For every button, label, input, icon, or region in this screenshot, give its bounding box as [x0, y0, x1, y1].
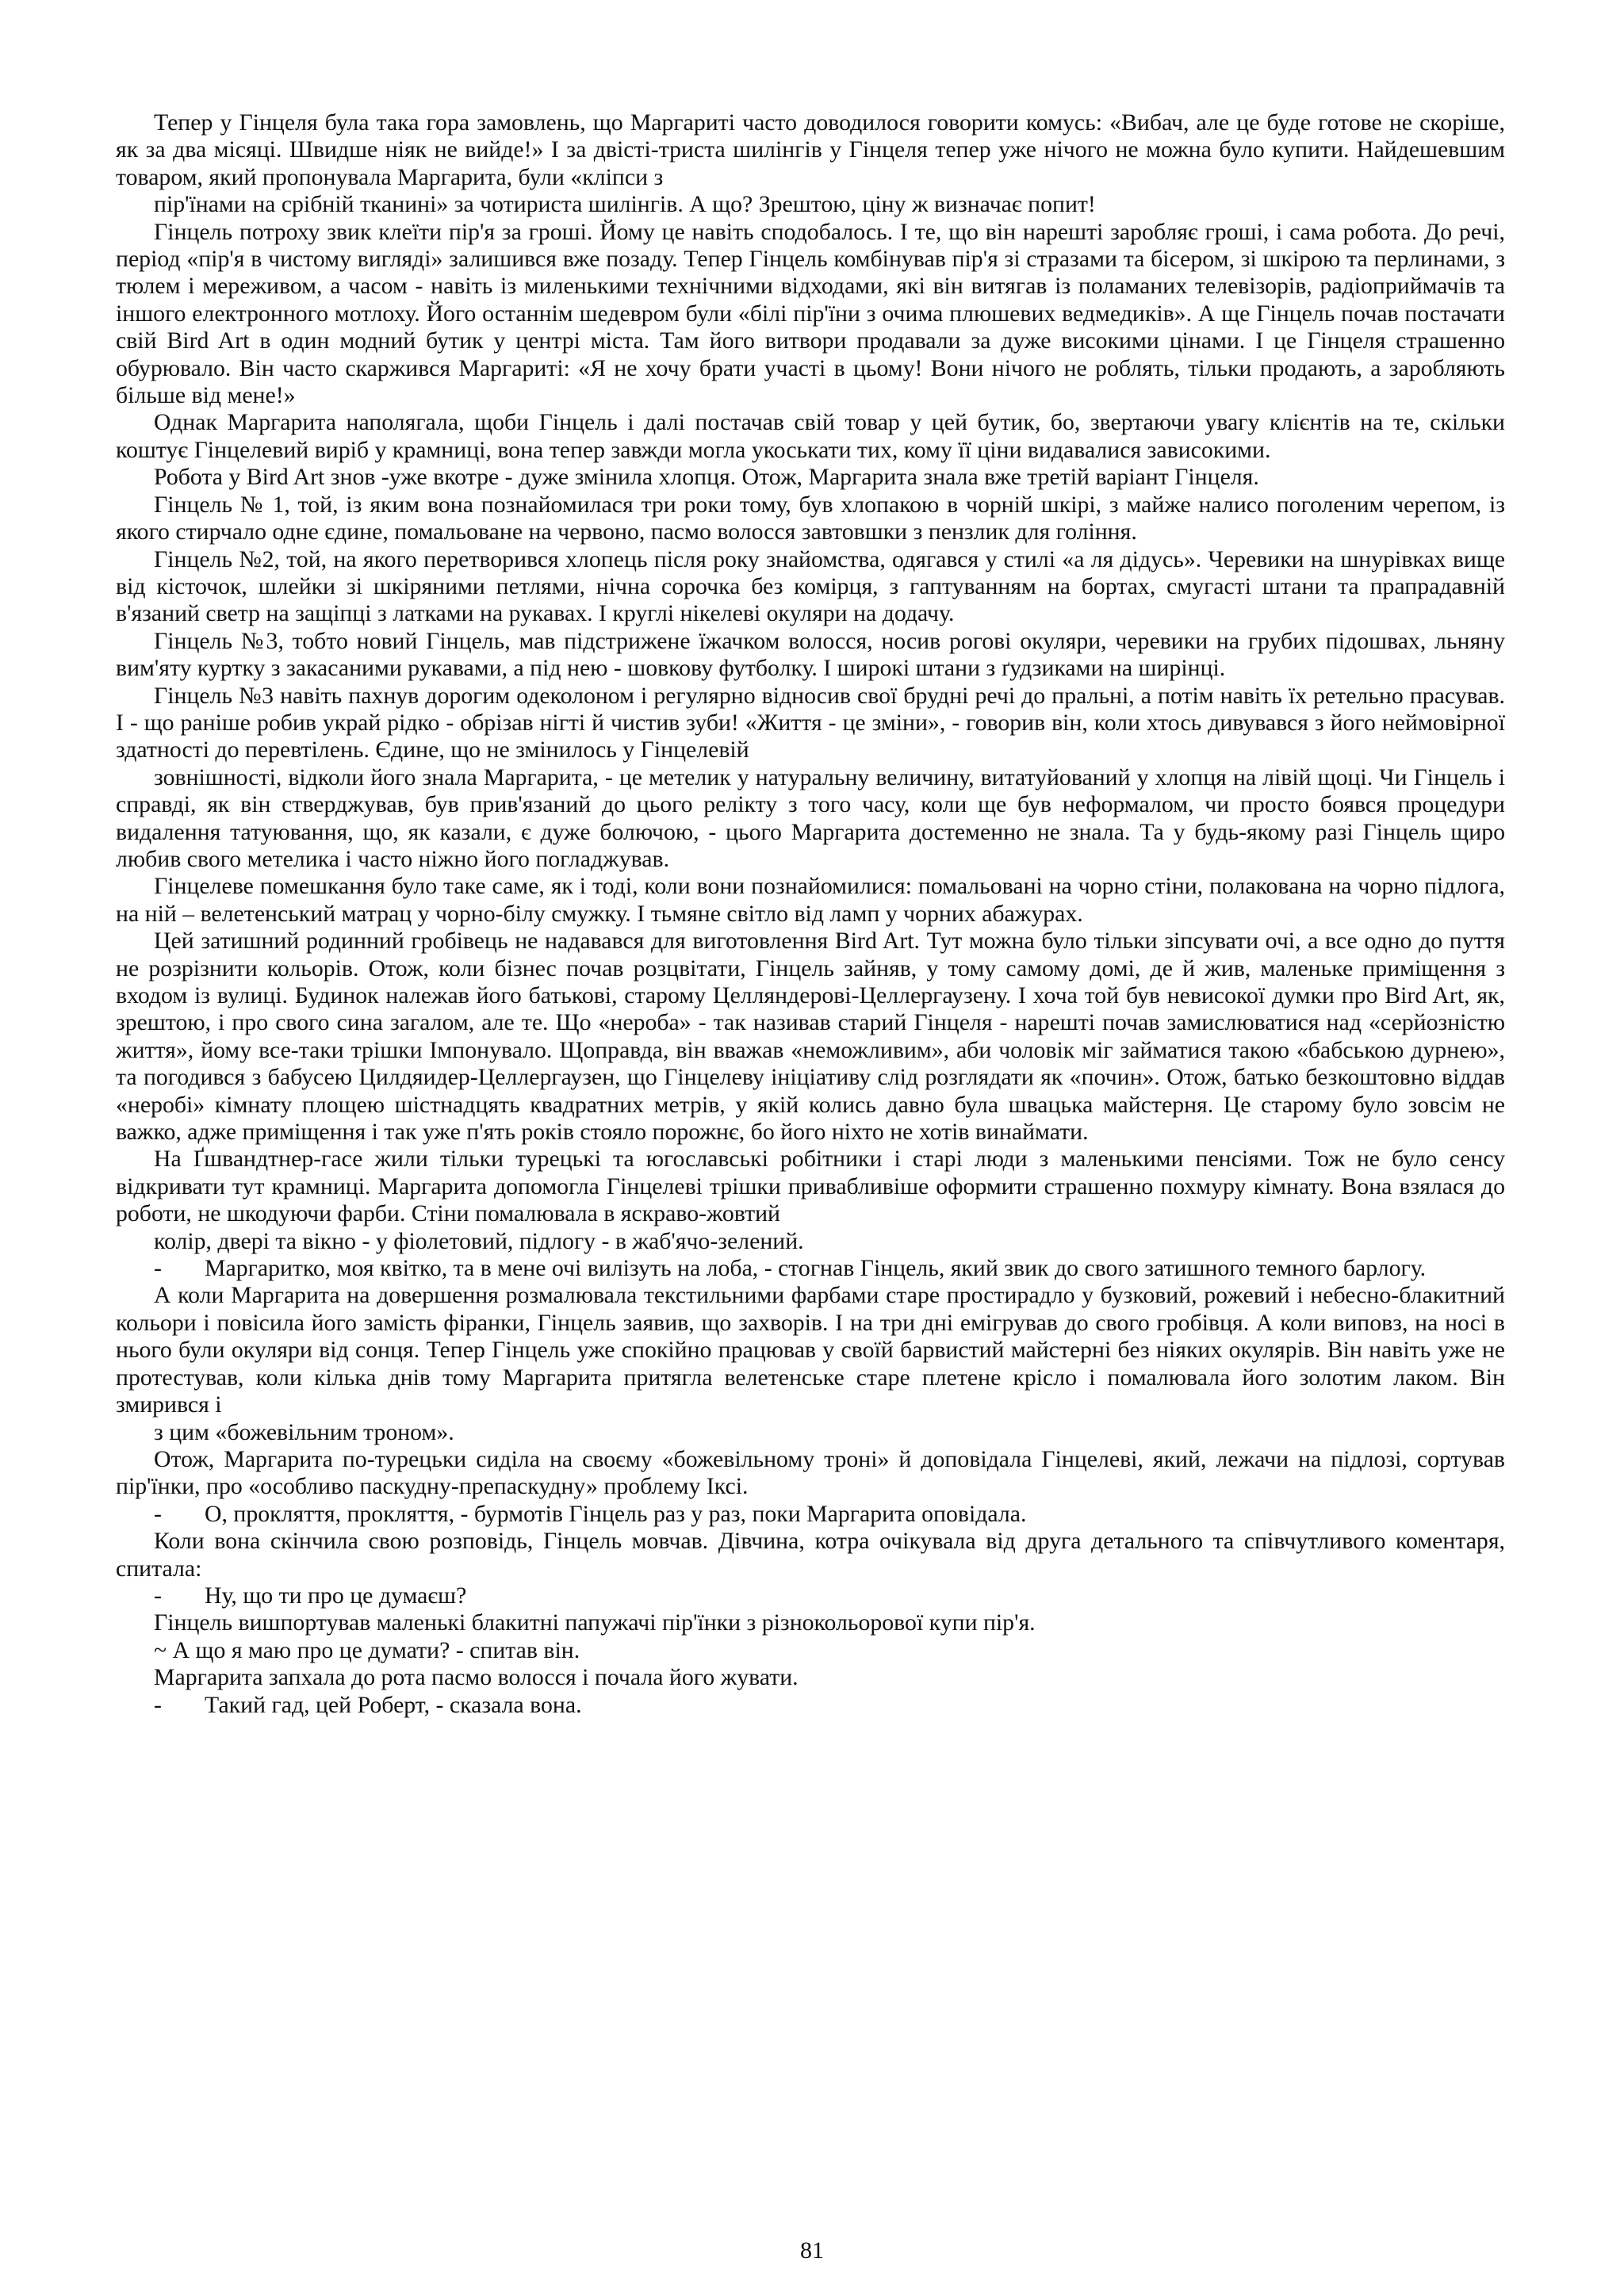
dialogue-text: Такий гад, цей Роберт, - сказала вона. [205, 1691, 582, 1718]
paragraph: Отож, Маргарита по-турецьки сиділа на своєму «божевільному троні» й доповідала Гінцелеві, який, лежачи на підлозі, сортував пір'їнки, про «особливо паскудну-препаскудну» проблему Іксі. [116, 1445, 1505, 1500]
paragraph: А коли Маргарита на довершення розмалювала текстильними фарбами старе простирадло у бузковий, рожевий і небесно-блакитний кольори і повісила його замість фіранки, Гінцель заявив, що захворів. І на три дні емігрував до свого гробівця. А коли виповз, на носі в нього були окуляри від сонця. Тепер Гінцель уже спокійно працював у своїй барвистий майстерні без ніяких окулярів. Він навіть уже не протестував, коли кілька днів тому Маргарита притягла велетенське старе плетене крісло і помалювала його золотим лаком. Він змирився і [116, 1282, 1505, 1418]
paragraph: зовнішності, відколи його знала Маргарита, - це метелик у натуральну величину, витатуйований у хлопця на лівій щоці. Чи Гінцель і справді, як він стверджував, був прив'язаний до цього релікту з того часу, коли ще був неформалом, чи просто боявся процедури видалення татуювання, що, як казали, є дуже болючою, - цього Маргарита достеменно не знала. Та у будь-якому разі Гінцель щиро любив свого метелика і часто ніжно його погладжував. [116, 763, 1505, 872]
dialogue-text: Ну, що ти про це думаєш? [205, 1582, 467, 1609]
paragraph: Гінцель потроху звик клеїти пір'я за гроші. Йому це навіть сподобалось. І те, що він нарешті заробляє гроші, і сама робота. До речі, період «пір'я в чистому вигляді» залишився вже позаду. Тепер Гінцель комбінував пір'я зі стразами та бісером, зі шкірою та перлинами, з тюлем і мереживом, а часом - навіть із миленькими технічними відходами, які він витягав із поламаних телевізорів, радіоприймачів та іншого електронного мотлоху. Його останнім шедевром були «білі пір'їни з очима плюшевих ведмедиків». А ще Гінцель почав постачати свій Bird Art в один модний бутик у центрі міста. Там його витвори продавали за дуже високими цінами. І це Гінцеля страшенно обурювало. Він часто скаржився Маргариті: «Я не хочу брати участі в цьому! Вони нічого не роблять, тільки продають, а заробляють більше від мене!» [116, 218, 1505, 409]
paragraph: Однак Маргарита наполягала, щоби Гінцель і далі постачав свій товар у цей бутик, бо, звертаючи увагу клієнтів на те, скільки коштує Гінцелевий виріб у крамниці, вона тепер завжди могла укоськати тих, кому її ціни видавалися зависокими. [116, 409, 1505, 463]
paragraph: Гінцель № 1, той, із яким вона познайомилася три роки тому, був хлопакою в чорній шкірі, з майже налисо поголеним черепом, із якого стирчало одне єдине, помальоване на червоно, пасмо волосся завтовшки з пензлик для гоління. [116, 491, 1505, 545]
page-number: 81 [800, 2237, 824, 2263]
paragraph: Робота у Bird Art знов -уже вкотре - дуже змінила хлопця. Отож, Маргарита знала вже третій варіант Гінцеля. [154, 464, 1259, 491]
page-text [116, 109, 1505, 1719]
paragraph: Гінцель №2, той, на якого перетворився хлопець після року знайомства, одягався у стилі «а ля дідусь». Черевики на шнурівках вище від кісточок, шлейки зі шкіряними петлями, нічна сорочка без комірця, з гаптуванням на бортах, смугасті штани та прапрадавній в'язаний светр на защіпці з латками на рукавах. І круглі нікелеві окуляри на додачу. [116, 545, 1505, 627]
dialogue-line [116, 1692, 1505, 1719]
paragraph: Маргарита запхала до рота пасмо волосся і почала його жувати. [154, 1664, 799, 1691]
paragraph: Гінцель №3 навіть пахнув дорогим одеколоном і регулярно відносив свої брудні речі до пральні, а потім навіть їх ретельно прасував. І - що раніше робив украй рідко - обрізав нігті й чистив зуби! «Життя - це зміни», - говорив він, коли хтось дивувався з його неймовірної здатності до перевтілень. Єдине, що не змінилось у Гінцелевій [116, 682, 1505, 763]
paragraph: Тепер у Гінцеля була така гора замовлень, що Маргариті часто доводилося говорити комусь: «Вибач, але це буде готове не скоріше, як за два місяці. Швидше ніяк не вийде!» І за двісті-триста шилінгів у Гінцеля тепер уже нічого не можна було купити. Найдешевшим товаром, який пропонувала Маргарита, були «кліпси з [116, 109, 1505, 190]
paragraph: пір'їнами на срібній тканині» за чотириста шилінгів. А що? Зрештою, ціну ж визначає попит! [154, 191, 1096, 218]
paragraph: На Ґшвандтнер-гасе жили тільки турецькі та югославські робітники і старі люди з маленькими пенсіями. Тож не було сенсу відкривати тут крамниці. Маргарита допомогла Гінцелеві трішки привабливіше оформити страшенно похмуру кімнату. Вона взялася до роботи, не шкодуючи фарби. Стіни помалювала в яскраво-жовтий [116, 1146, 1505, 1227]
dialogue-line [116, 1255, 1505, 1282]
paragraph: Гінцелеве помешкання було таке саме, як і тоді, коли вони познайомилися: помальовані на чорно стіни, полакована на чорно підлога, на ній – велетенський матрац у чорно-білу смужку. І тьмяне світло від ламп у чорних абажурах. [116, 873, 1505, 927]
paragraph: Цей затишний родинний гробівець не надавався для виготовлення Bird Art. Тут можна було тільки зіпсувати очі, а все одно до пуття не розрізнити кольорів. Отож, коли бізнес почав розцвітати, Гінцель зайняв, у тому самому домі, де й жив, маленьке приміщення з входом із вулиці. Будинок належав його батькові, старому Целляндерові-Целлергаузену. І хоча той був невисокої думки про Bird Art, як, зрештою, і про свого сина загалом, але те. Що «нероба» - так називав старий Гінцеля - нарешті почав замислюватися над «серйозністю життя», йому все-таки трішки Імпонувало. Щоправда, він вважав «неможливим», аби чоловік міг займатися такою «бабською дурнею», та погодився з бабусею Цилдяидер-Целлергаузен, що Гінцелеву ініціативу слід розглядати як «почин». Отож, батько безкоштовно віддав «неробі» кімнату площею шістнадцять квадратних метрів, у якій колись давно була швацька майстерня. Це старому було зовсім не важко, адже приміщення і так уже п'ять років стояло порожнє, бо його ніхто не хотів винаймати. [116, 928, 1505, 1146]
dialogue-dash: - [154, 1500, 162, 1527]
paragraph: Гінцель №3, тобто новий Гінцель, мав підстрижене їжачком волосся, носив рогові окуляри, черевики на грубих підошвах, льняну вим'яту куртку з закасаними рукавами, а під нею - шовкову футболку. І широкі штани з ґудзиками на ширінці. [116, 627, 1505, 682]
paragraph: колір, двері та вікно - у фіолетовий, підлогу - в жаб'ячо-зелений. [154, 1227, 804, 1254]
dialogue-line [116, 1501, 1505, 1528]
dialogue-text: О, прокляття, прокляття, - бурмотів Гінцель раз у раз, поки Маргарита оповідала. [205, 1500, 1027, 1527]
dialogue-line [116, 1582, 1505, 1609]
paragraph: Гінцель вишпортував маленькі блакитні папужачі пір'їнки з різнокольорової купи пір'я. [154, 1609, 1036, 1636]
dialogue-dash: - [154, 1691, 162, 1718]
paragraph: з цим «божевільним троном». [154, 1418, 454, 1445]
dialogue-text: Маргаритко, моя квітко, та в мене очі вилізуть на лоба, - стогнав Гінцель, який звик до свого затишного темного барлогу. [205, 1255, 1427, 1282]
dialogue-dash: - [154, 1255, 162, 1282]
dialogue-dash: - [154, 1582, 162, 1609]
paragraph: ~ А що я маю про це думати? - спитав він. [154, 1636, 580, 1663]
paragraph: Коли вона скінчила свою розповідь, Гінцель мовчав. Дівчина, котра очікувала від друга детального та співчутливого коментаря, спитала: [116, 1528, 1505, 1582]
